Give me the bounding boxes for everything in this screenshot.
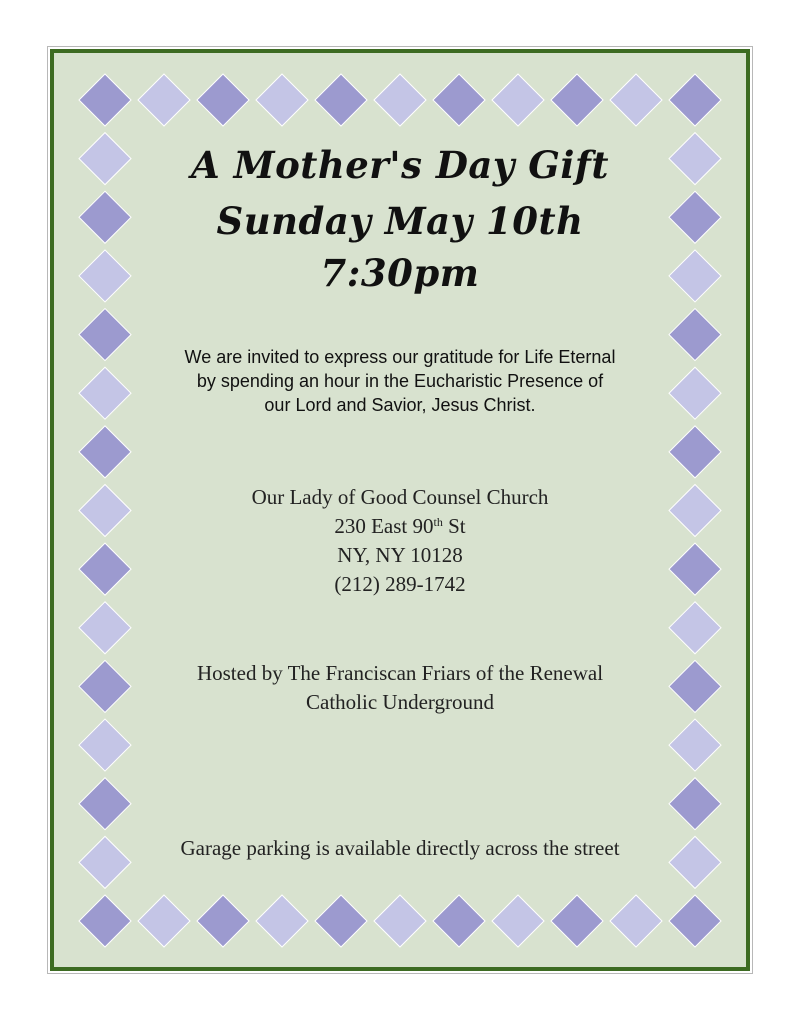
street-suffix: th bbox=[433, 515, 443, 529]
title-line-1: A Mother's Day Gift bbox=[191, 143, 609, 187]
title-time: 7:30pm bbox=[320, 251, 480, 295]
title-date: Sunday May 10th bbox=[216, 199, 584, 243]
church-name: Our Lady of Good Counsel Church bbox=[251, 485, 549, 509]
invitation-line-1: We are invited to express our gratitude for Life Eternal bbox=[184, 347, 616, 367]
city-line: NY, NY 10128 bbox=[337, 543, 463, 567]
invitation-line-3: our Lord and Savior, Jesus Christ. bbox=[264, 395, 536, 415]
street-number: 230 East 90 bbox=[334, 514, 434, 538]
street-address bbox=[120, 512, 680, 541]
host-line-2: Catholic Underground bbox=[306, 690, 494, 714]
host-line-1: Hosted by The Franciscan Friars of the Renewal bbox=[196, 661, 604, 685]
invitation-line-2: by spending an hour in the Eucharistic Presence of bbox=[196, 371, 604, 391]
street-name: St bbox=[442, 514, 466, 538]
phone-number: (212) 289-1742 bbox=[334, 572, 466, 596]
parking-note: Garage parking is available directly across the street bbox=[180, 836, 620, 860]
